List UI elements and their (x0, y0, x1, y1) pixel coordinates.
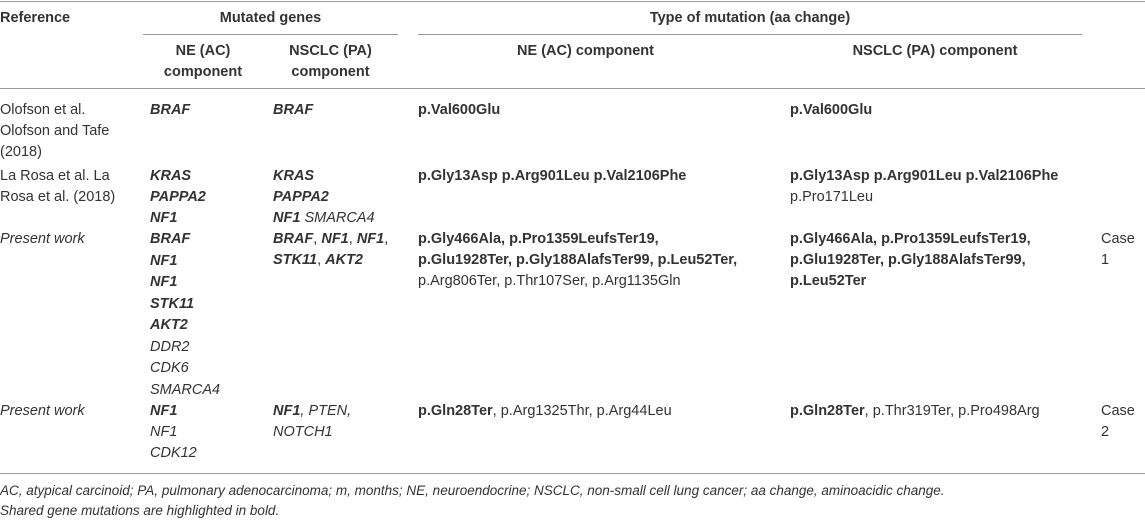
row-4-nsclc-mutations: p.Gln28Ter, p.Thr319Ter, p.Pro498Arg (790, 403, 1040, 419)
row-2-reference: La Rosa et al. La Rosa et al. (2018) (0, 168, 116, 205)
type-of-mutation-rule (418, 34, 1082, 35)
row-1-reference: Olofson et al. Olofson and Tafe (2018) (0, 102, 110, 160)
header-nsclc-pa: NSCLC (PA) component (289, 43, 372, 80)
table-bottom-rule (0, 473, 1145, 474)
row-4-ne-genes: NF1 NF1 CDK12 (150, 403, 197, 461)
header-nsclc-pa-component: NSCLC (PA) component (852, 43, 1018, 59)
table-top-rule (0, 1, 1145, 2)
gene-smarca4: SMARCA4 (304, 210, 375, 226)
header-type-of-mutation: Type of mutation (aa change) (649, 10, 851, 26)
header-mutated-genes: Mutated genes (219, 10, 322, 26)
row-3-ne-mutations: p.Gly466Ala, p.Pro1359LeufsTer19, p.Glu1928Ter, p.Gly188AlafsTer99, p.Leu52Ter, p.Arg806Ter, p.Thr107Ser, p.Arg1135Gln (418, 231, 738, 289)
row-4-ne-mutations: p.Gln28Ter, p.Arg1325Thr, p.Arg44Leu (418, 403, 672, 419)
gene-nf1: NF1 (273, 210, 301, 226)
header-ne-ac-component: NE (AC) component (517, 43, 654, 59)
row-3-case: Case 1 (1101, 231, 1135, 268)
row-1-ne-genes: BRAF (150, 102, 191, 118)
row-3-nsclc-genes: BRAF, NF1, NF1, STK11, AKT2 (273, 231, 389, 268)
row-2-nsclc-mutations: p.Gly13Asp p.Arg901Leu p.Val2106Phe p.Pro171Leu (790, 168, 1059, 205)
header-ne-ac: NE (AC) component (163, 43, 243, 80)
mutated-genes-rule (143, 34, 398, 35)
row-2-ne-genes: KRAS PAPPA2 NF1 (150, 168, 206, 226)
footnote-bold-note: Shared gene mutations are highlighted in bold. (0, 503, 280, 518)
row-1-ne-mutations: p.Val600Glu (418, 102, 501, 118)
row-4-nsclc-genes: NF1, PTEN, NOTCH1 (273, 403, 352, 440)
header-reference: Reference (0, 10, 71, 26)
footnote-abbreviations: AC, atypical carcinoid; PA, pulmonary adenocarcinoma; m, months; NE, neuroendocrine; NSCLC, non-small cell lung cancer; aa change, aminoacidic change. (0, 483, 945, 498)
row-2-nsclc-genes: KRAS PAPPA2 NF1 SMARCA4 (273, 168, 375, 226)
table-footnotes (0, 481, 944, 521)
row-4-case: Case 2 (1101, 403, 1135, 440)
row-3-nsclc-mutations: p.Gly466Ala, p.Pro1359LeufsTer19, p.Glu1928Ter, p.Gly188AlafsTer99, p.Leu52Ter (790, 231, 1031, 289)
row-2-ne-mutations: p.Gly13Asp p.Arg901Leu p.Val2106Phe (418, 168, 687, 184)
header-bottom-rule (0, 88, 1145, 89)
row-1-nsclc-mutations: p.Val600Glu (790, 102, 873, 118)
row-3-ne-genes: BRAF NF1 NF1 STK11 AKT2 DDR2 CDK6 SMARCA4 (150, 231, 221, 398)
row-4-reference: Present work (0, 403, 85, 419)
row-1-nsclc-genes: BRAF (273, 102, 314, 118)
row-3-reference: Present work (0, 231, 85, 247)
